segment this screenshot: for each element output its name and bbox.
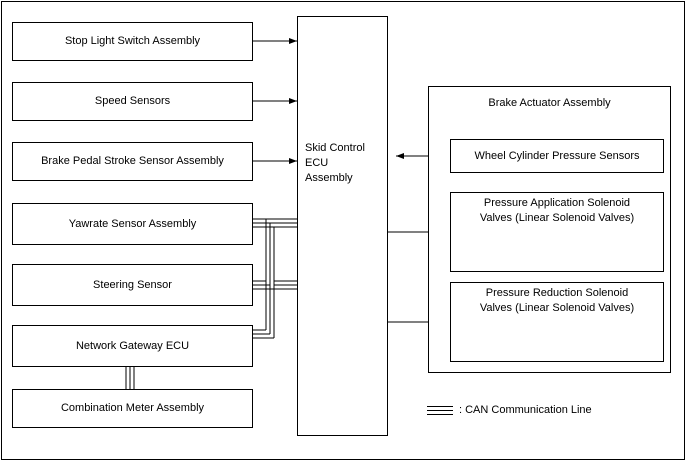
block-label-line2: Valves (Linear Solenoid Valves)	[479, 302, 635, 314]
block-stop-light-switch-assembly[interactable]	[12, 22, 253, 61]
skid-control-ecu-line1: Skid Control	[305, 142, 365, 154]
brake-actuator-assembly-title: Brake Actuator Assembly	[488, 97, 611, 109]
block-label-wrap	[480, 286, 634, 316]
block-label: Yawrate Sensor Assembly	[68, 217, 197, 230]
block-label: Brake Pedal Stroke Sensor Assembly	[41, 155, 224, 168]
block-label: Speed Sensors	[94, 95, 171, 108]
block-pressure-application-solenoid-valves[interactable]	[450, 192, 664, 272]
skid-control-ecu-line2: ECU	[305, 156, 329, 169]
block-pressure-reduction-solenoid-valves[interactable]	[450, 282, 664, 362]
block-label: Combination Meter Assembly	[60, 402, 205, 415]
skid-control-ecu-label	[305, 141, 365, 186]
block-network-gateway-ecu[interactable]	[12, 325, 253, 367]
legend-label: : CAN Communication Line	[459, 404, 592, 416]
block-steering-sensor[interactable]	[12, 264, 253, 306]
block-label: Network Gateway ECU	[75, 339, 190, 352]
block-label-wrap	[480, 196, 634, 226]
skid-control-ecu-line3: Assembly	[305, 171, 353, 184]
block-combination-meter-assembly[interactable]	[12, 389, 253, 428]
block-speed-sensors[interactable]	[12, 82, 253, 121]
block-skid-control-ecu-assembly[interactable]	[297, 16, 388, 436]
block-wheel-cylinder-pressure-sensors[interactable]	[450, 139, 664, 173]
block-label: Stop Light Switch Assembly	[64, 35, 201, 48]
triple-line-icon	[427, 406, 453, 415]
block-yawrate-sensor-assembly[interactable]	[12, 203, 253, 245]
block-brake-pedal-stroke-sensor-assembly[interactable]	[12, 142, 253, 181]
block-label-line1: Pressure Application Solenoid	[483, 197, 631, 210]
block-label-line1: Pressure Reduction Solenoid	[485, 287, 629, 300]
legend	[427, 404, 592, 416]
block-label-line2: Valves (Linear Solenoid Valves)	[479, 212, 635, 224]
block-label: Steering Sensor	[93, 278, 172, 291]
block-label: Wheel Cylinder Pressure Sensors	[474, 149, 640, 162]
